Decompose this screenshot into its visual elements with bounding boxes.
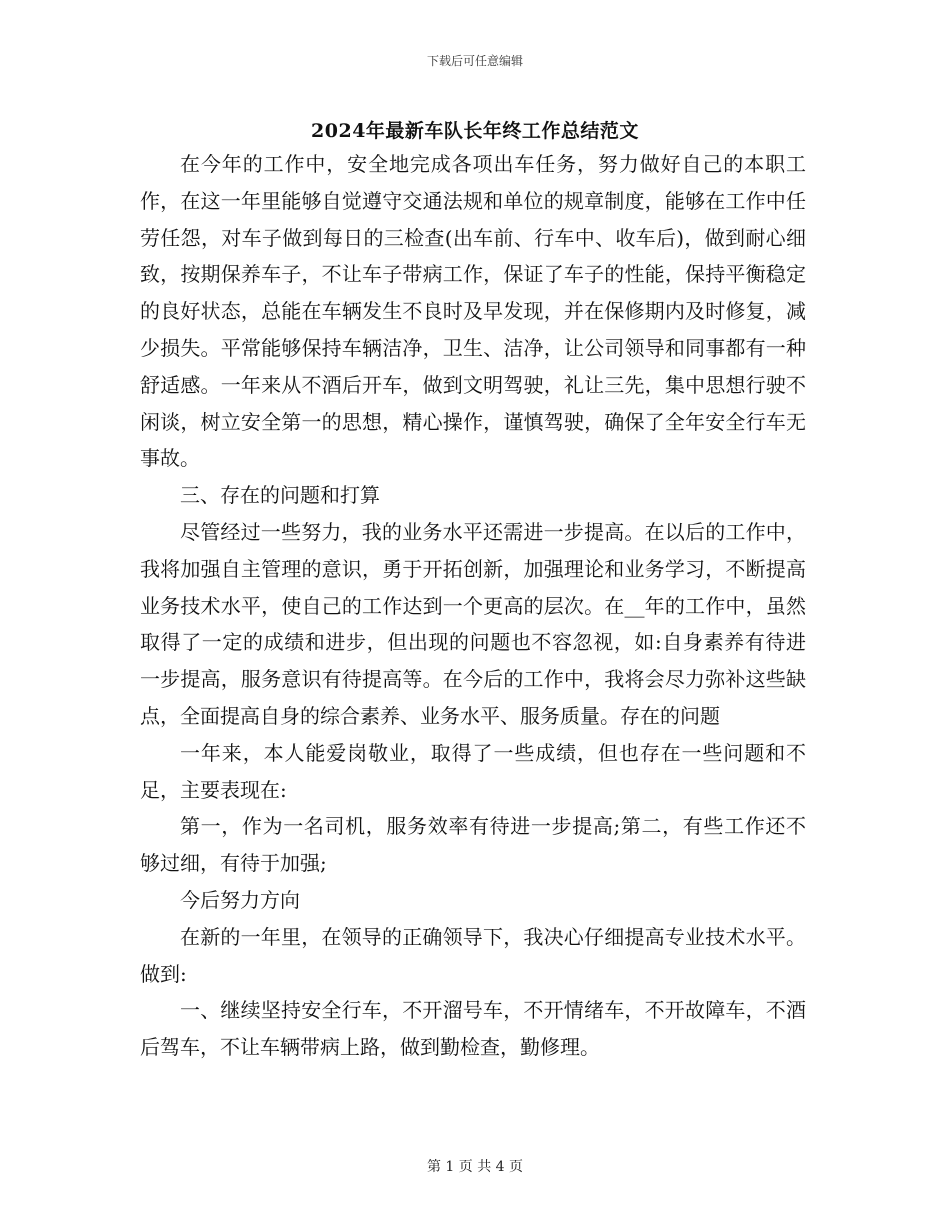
- page-footer-number: 第 1 页 共 4 页: [426, 1159, 524, 1175]
- paragraph-work-summary: 在今年的工作中，安全地完成各项出车任务，努力做好自己的本职工作，在这一年里能够自觉遵守交通法规和单位的规章制度，能够在工作中任劳任怨，对车子做到每日的三检查(出车前、行车中、收车后)，做到耐心细致，按期保养车子，不让车子带病工作，保证了车子的性能，保持平衡稳定的良好状态，总能在车辆发生不良时及早发现，并在保修期内及时修复，减少损失。平常能够保持车辆洁净，卫生、洁净，让公司领导和同事都有一种舒适感。一年来从不酒后开车，做到文明驾驶，礼让三先，集中思想行驶不闲谈，树立安全第一的思想，精心操作，谨慎驾驶，确保了全年安全行车无事故。: [140, 152, 806, 471]
- section-heading-future-direction: 今后努力方向: [180, 887, 300, 912]
- document-body: [140, 146, 806, 1066]
- document-title: 2024年最新车队长年终工作总结范文: [311, 120, 639, 142]
- page-header-note: 下载后可任意编辑: [426, 54, 523, 68]
- paragraph-shortcomings-intro: 一年来，本人能爱岗敬业，取得了一些成绩，但也存在一些问题和不足，主要表现在:: [140, 740, 806, 802]
- paragraph-new-year-goal: 在新的一年里，在领导的正确领导下，我决心仔细提高专业技术水平。做到:: [140, 924, 806, 986]
- paragraph-shortcomings-list: 第一，作为一名司机，服务效率有待进一步提高;第二，有些工作还不够过细，有待于加强;: [140, 814, 806, 876]
- paragraph-improvement: 尽管经过一些努力，我的业务水平还需进一步提高。在以后的工作中，我将加强自主管理的意识，勇于开拓创新，加强理论和业务学习，不断提高业务技术水平，使自己的工作达到一个更高的层次。在__年的工作中，虽然取得了一定的成绩和进步，但出现的问题也不容忽视，如:自身素养有待进一步提高，服务意识有待提高等。在今后的工作中，我将会尽力弥补这些缺点，全面提高自身的综合素养、业务水平、服务质量。存在的问题: [140, 519, 806, 728]
- section-heading-problems-plans: 三、存在的问题和打算: [180, 483, 380, 508]
- paragraph-safe-driving: 一、继续坚持安全行车，不开溜号车，不开情绪车，不开故障车，不酒后驾车，不让车辆带病上路，做到勤检查，勤修理。: [140, 998, 806, 1060]
